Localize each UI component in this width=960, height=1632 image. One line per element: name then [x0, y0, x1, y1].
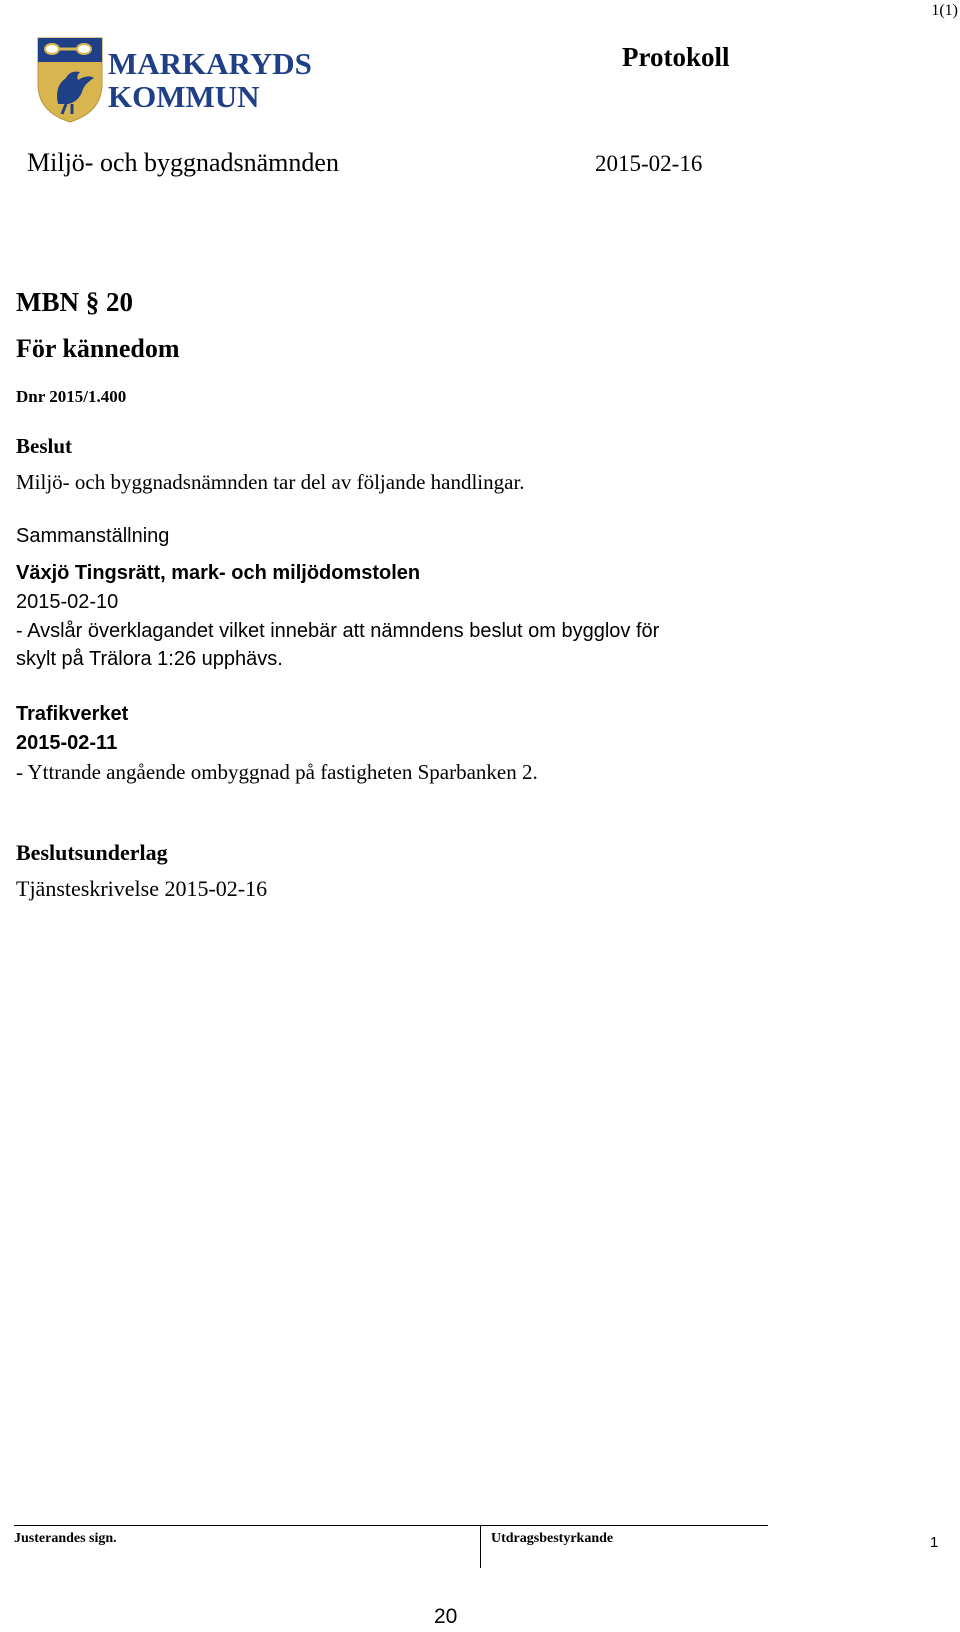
footer-utdragsbestyrkande: Utdragsbestyrkande: [491, 1531, 614, 1546]
svg-text:KOMMUN: KOMMUN: [108, 79, 260, 114]
entry-text: skylt på Trälora 1:26 upphävs.: [16, 648, 283, 670]
committee-name: Miljö- och byggnadsnämnden: [27, 148, 339, 177]
entry-date: 2015-02-11: [16, 732, 118, 754]
entry-text: - Yttrande angående ombyggnad på fastigheten Sparbanken 2.: [16, 760, 538, 784]
section-number: MBN § 20: [16, 287, 133, 317]
entry-title: Trafikverket: [16, 703, 129, 725]
footer-page-number: 1: [930, 1534, 939, 1551]
bottom-page-number: 20: [434, 1605, 458, 1628]
beslut-heading: Beslut: [16, 434, 73, 458]
sammanstallning-heading: Sammanställning: [16, 525, 170, 547]
beslutsunderlag-heading: Beslutsunderlag: [16, 840, 168, 865]
entry-text: - Avslår överklagandet vilket innebär att nämndens beslut om bygglov för: [16, 620, 660, 642]
page-indicator: 1(1): [931, 2, 958, 19]
coat-of-arms-icon: [36, 34, 336, 126]
svg-text:MARKARYDS: MARKARYDS: [108, 46, 312, 81]
footer-column-divider: [480, 1525, 481, 1568]
entry-date: 2015-02-10: [16, 591, 119, 613]
meeting-date: 2015-02-16: [595, 151, 703, 176]
section-title: För kännedom: [16, 334, 180, 363]
entry-title: Växjö Tingsrätt, mark- och miljödomstolen: [16, 562, 421, 584]
municipality-logo: [36, 34, 336, 126]
document-type: Protokoll: [622, 42, 730, 72]
footer-justerandes-sign: Justerandes sign.: [14, 1531, 117, 1546]
diary-number: Dnr 2015/1.400: [16, 387, 127, 406]
beslut-text: Miljö- och byggnadsnämnden tar del av följande handlingar.: [16, 470, 525, 494]
beslutsunderlag-text: Tjänsteskrivelse 2015-02-16: [16, 876, 268, 901]
footer-divider: [14, 1525, 768, 1526]
